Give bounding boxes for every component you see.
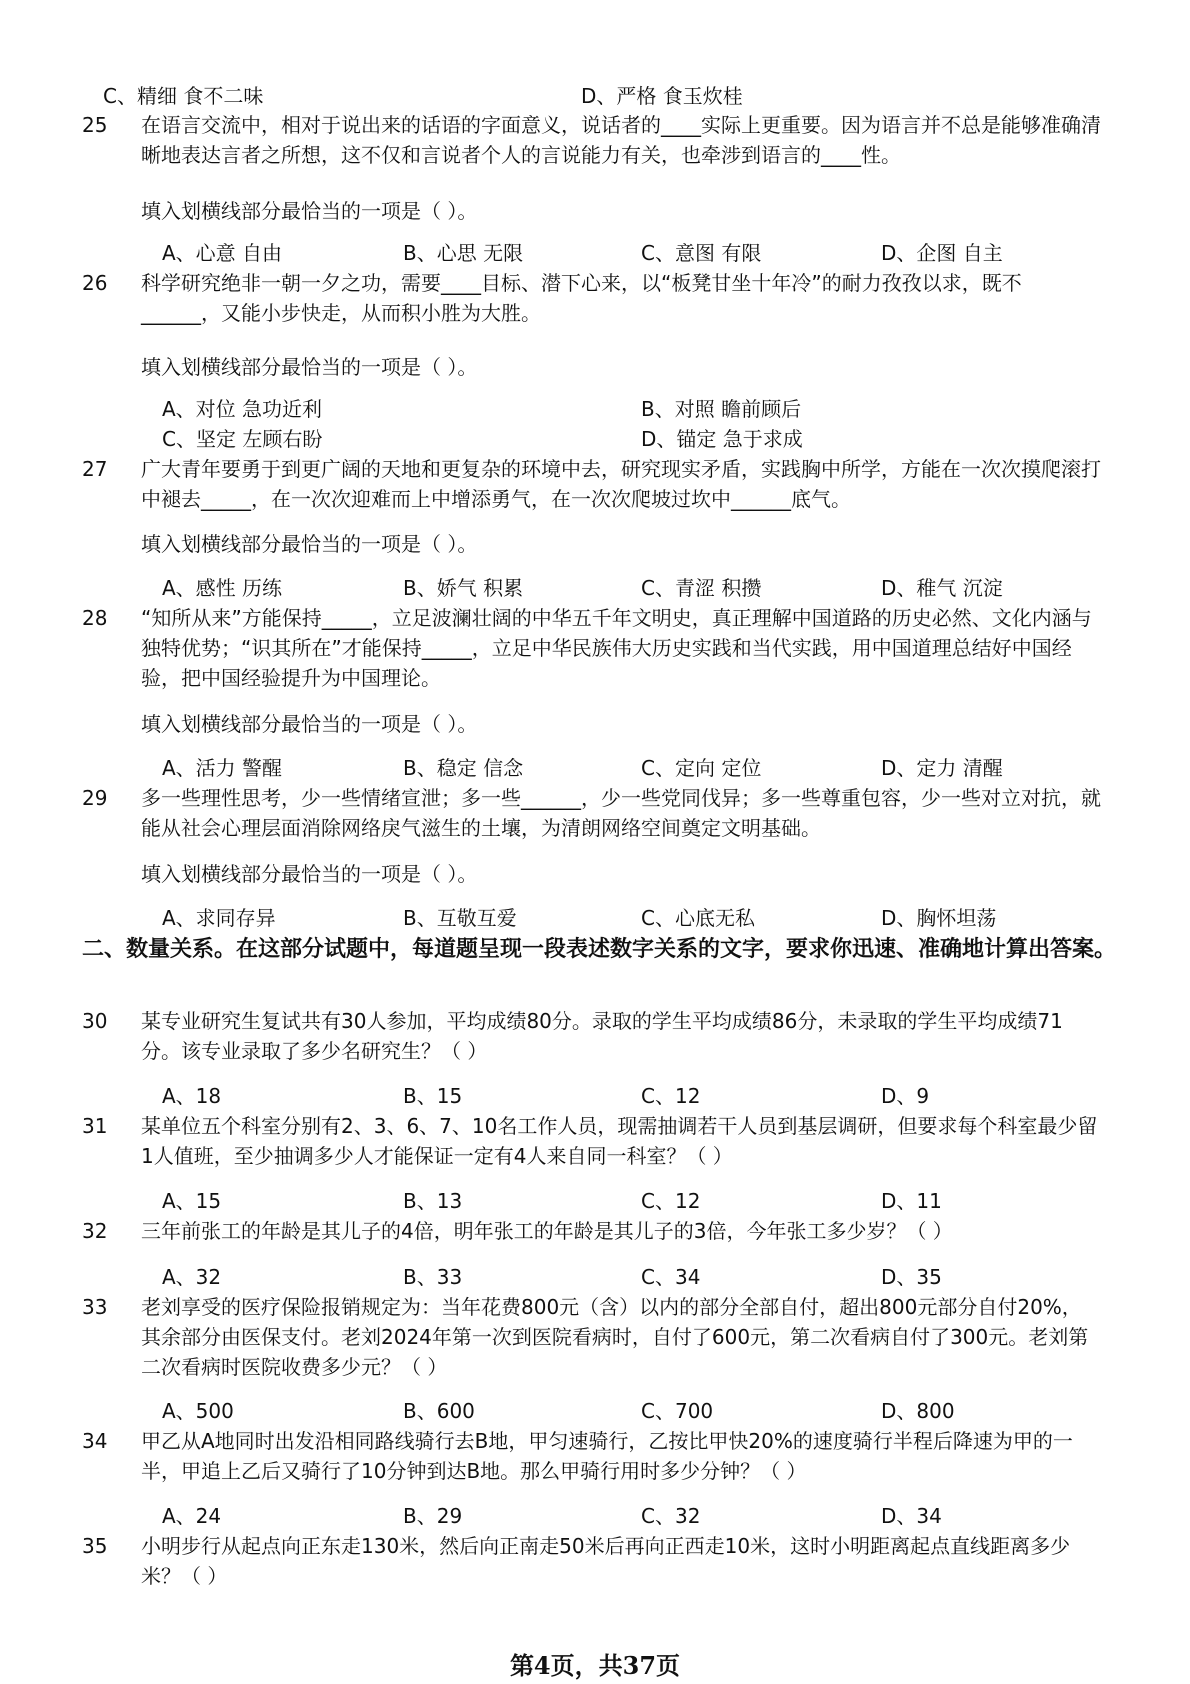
question-stem: 甲乙从A地同时出发沿相同路线骑行去B地，甲匀速骑行，乙按比甲快20%的速度骑行半程后降速为甲的一半，甲追上乙后又骑行了10分钟到达B地。那么甲骑行用时多少分钟？（ ） <box>141 1429 1073 1483</box>
question-stem: 三年前张工的年龄是其儿子的4倍，明年张工的年龄是其儿子的3倍，今年张工多少岁？（ ） <box>141 1219 953 1243</box>
option-c: C、34 <box>641 1265 701 1289</box>
option-b: B、对照 瞻前顾后 <box>641 397 802 421</box>
option-c: C、意图 有限 <box>641 241 762 265</box>
option-b: B、600 <box>403 1399 475 1423</box>
question-stem: “知所从来”方能保持_____，立足波澜壮阔的中华五千年文明史，真正理解中国道路的历史必然、文化内涵与独特优势；“识其所在”才能保持_____，立足中华民族伟大历史实践和当代实践，用中国道理总结好中国经验，把中国经验提升为中国理论。 <box>141 606 1092 690</box>
option-c: C、心底无私 <box>641 906 755 930</box>
option-b: B、互敬互爱 <box>403 906 517 930</box>
question-number: 29 <box>82 786 108 810</box>
question-prompt: 填入划横线部分最恰当的一项是（ ）。 <box>141 862 478 886</box>
question-prompt: 填入划横线部分最恰当的一项是（ ）。 <box>141 532 478 556</box>
question-number: 35 <box>82 1534 108 1558</box>
question-stem: 广大青年要勇于到更广阔的天地和更复杂的环境中去，研究现实矛盾，实践胸中所学，方能在一次次摸爬滚打中褪去_____，在一次次迎难而上中增添勇气，在一次次爬坡过坎中______底气。 <box>141 457 1101 511</box>
option-a: A、24 <box>162 1504 222 1528</box>
question-number: 28 <box>82 606 108 630</box>
option-a: A、心意 自由 <box>162 241 283 265</box>
option-a: A、15 <box>162 1189 222 1213</box>
question-number: 25 <box>82 113 108 137</box>
option-c: C、精细 食不二味 <box>103 84 264 108</box>
option-c: C、12 <box>641 1189 701 1213</box>
question-stem: 某单位五个科室分别有2、3、6、7、10名工作人员，现需抽调若干人员到基层调研，但要求每个科室最少留1人值班，至少抽调多少人才能保证一定有4人来自同一科室？（ ） <box>141 1114 1098 1168</box>
question-stem: 科学研究绝非一朝一夕之功，需要____目标、潜下心来，以“板凳甘坐十年冷”的耐力孜孜以求，既不______，又能小步快走，从而积小胜为大胜。 <box>141 271 1022 325</box>
option-d: D、企图 自主 <box>881 241 1003 265</box>
option-c: C、12 <box>641 1084 701 1108</box>
question-prompt: 填入划横线部分最恰当的一项是（ ）。 <box>141 355 478 379</box>
question-number: 32 <box>82 1219 108 1243</box>
page-footer: 第4页，共37页 <box>509 1651 681 1680</box>
question-number: 31 <box>82 1114 108 1138</box>
option-d: D、35 <box>881 1265 942 1289</box>
option-d: D、稚气 沉淀 <box>881 576 1003 600</box>
option-c: C、700 <box>641 1399 714 1423</box>
option-d: D、定力 清醒 <box>881 756 1003 780</box>
question-prompt: 填入划横线部分最恰当的一项是（ ）。 <box>141 712 478 736</box>
option-a: A、活力 警醒 <box>162 756 283 780</box>
option-d: D、严格 食玉炊桂 <box>581 84 743 108</box>
question-stem: 小明步行从起点向正东走130米，然后向正南走50米后再向正西走10米，这时小明距离起点直线距离多少米？（ ） <box>141 1534 1071 1588</box>
option-d: D、胸怀坦荡 <box>881 906 997 930</box>
option-d: D、9 <box>881 1084 930 1108</box>
option-d: D、34 <box>881 1504 942 1528</box>
option-d: D、锚定 急于求成 <box>641 427 803 451</box>
question-number: 26 <box>82 271 108 295</box>
option-c: C、坚定 左顾右盼 <box>162 427 323 451</box>
option-b: B、心思 无限 <box>403 241 524 265</box>
option-b: B、29 <box>403 1504 463 1528</box>
option-b: B、33 <box>403 1265 463 1289</box>
option-c: C、青涩 积攒 <box>641 576 762 600</box>
option-d: D、800 <box>881 1399 955 1423</box>
option-d: D、11 <box>881 1189 942 1213</box>
question-stem: 多一些理性思考，少一些情绪宣泄；多一些______，少一些党同伐异；多一些尊重包容，少一些对立对抗，就能从社会心理层面消除网络戾气滋生的土壤，为清朗网络空间奠定文明基础。 <box>141 786 1101 840</box>
option-a: A、求同存异 <box>162 906 276 930</box>
option-a: A、18 <box>162 1084 222 1108</box>
option-b: B、13 <box>403 1189 463 1213</box>
question-stem: 在语言交流中，相对于说出来的话语的字面意义，说话者的____实际上更重要。因为语言并不总是能够准确清晰地表达言者之所想，这不仅和言说者个人的言说能力有关，也牵涉到语言的____性。 <box>141 113 1101 167</box>
option-a: A、32 <box>162 1265 222 1289</box>
option-a: A、对位 急功近利 <box>162 397 323 421</box>
question-number: 27 <box>82 457 108 481</box>
question-number: 30 <box>82 1009 108 1033</box>
question-stem: 某专业研究生复试共有30人参加，平均成绩80分。录取的学生平均成绩86分，未录取的学生平均成绩71分。该专业录取了多少名研究生？（ ） <box>141 1009 1063 1063</box>
option-c: C、定向 定位 <box>641 756 762 780</box>
option-b: B、娇气 积累 <box>403 576 524 600</box>
option-b: B、稳定 信念 <box>403 756 524 780</box>
option-a: A、500 <box>162 1399 234 1423</box>
option-c: C、32 <box>641 1504 701 1528</box>
option-a: A、感性 历练 <box>162 576 283 600</box>
option-b: B、15 <box>403 1084 463 1108</box>
question-prompt: 填入划横线部分最恰当的一项是（ ）。 <box>141 199 478 223</box>
question-stem: 老刘享受的医疗保险报销规定为：当年花费800元（含）以内的部分全部自付，超出800元部分自付20%，其余部分由医保支付。老刘2024年第一次到医院看病时，自付了600元，第二次看病自付了300元。老刘第二次看病时医院收费多少元？（ ） <box>141 1295 1089 1379</box>
question-number: 34 <box>82 1429 108 1453</box>
question-number: 33 <box>82 1295 108 1319</box>
section-heading: 二、数量关系。在这部分试题中，每道题呈现一段表述数字关系的文字，要求你迅速、准确地计算出答案。 <box>82 937 1117 962</box>
